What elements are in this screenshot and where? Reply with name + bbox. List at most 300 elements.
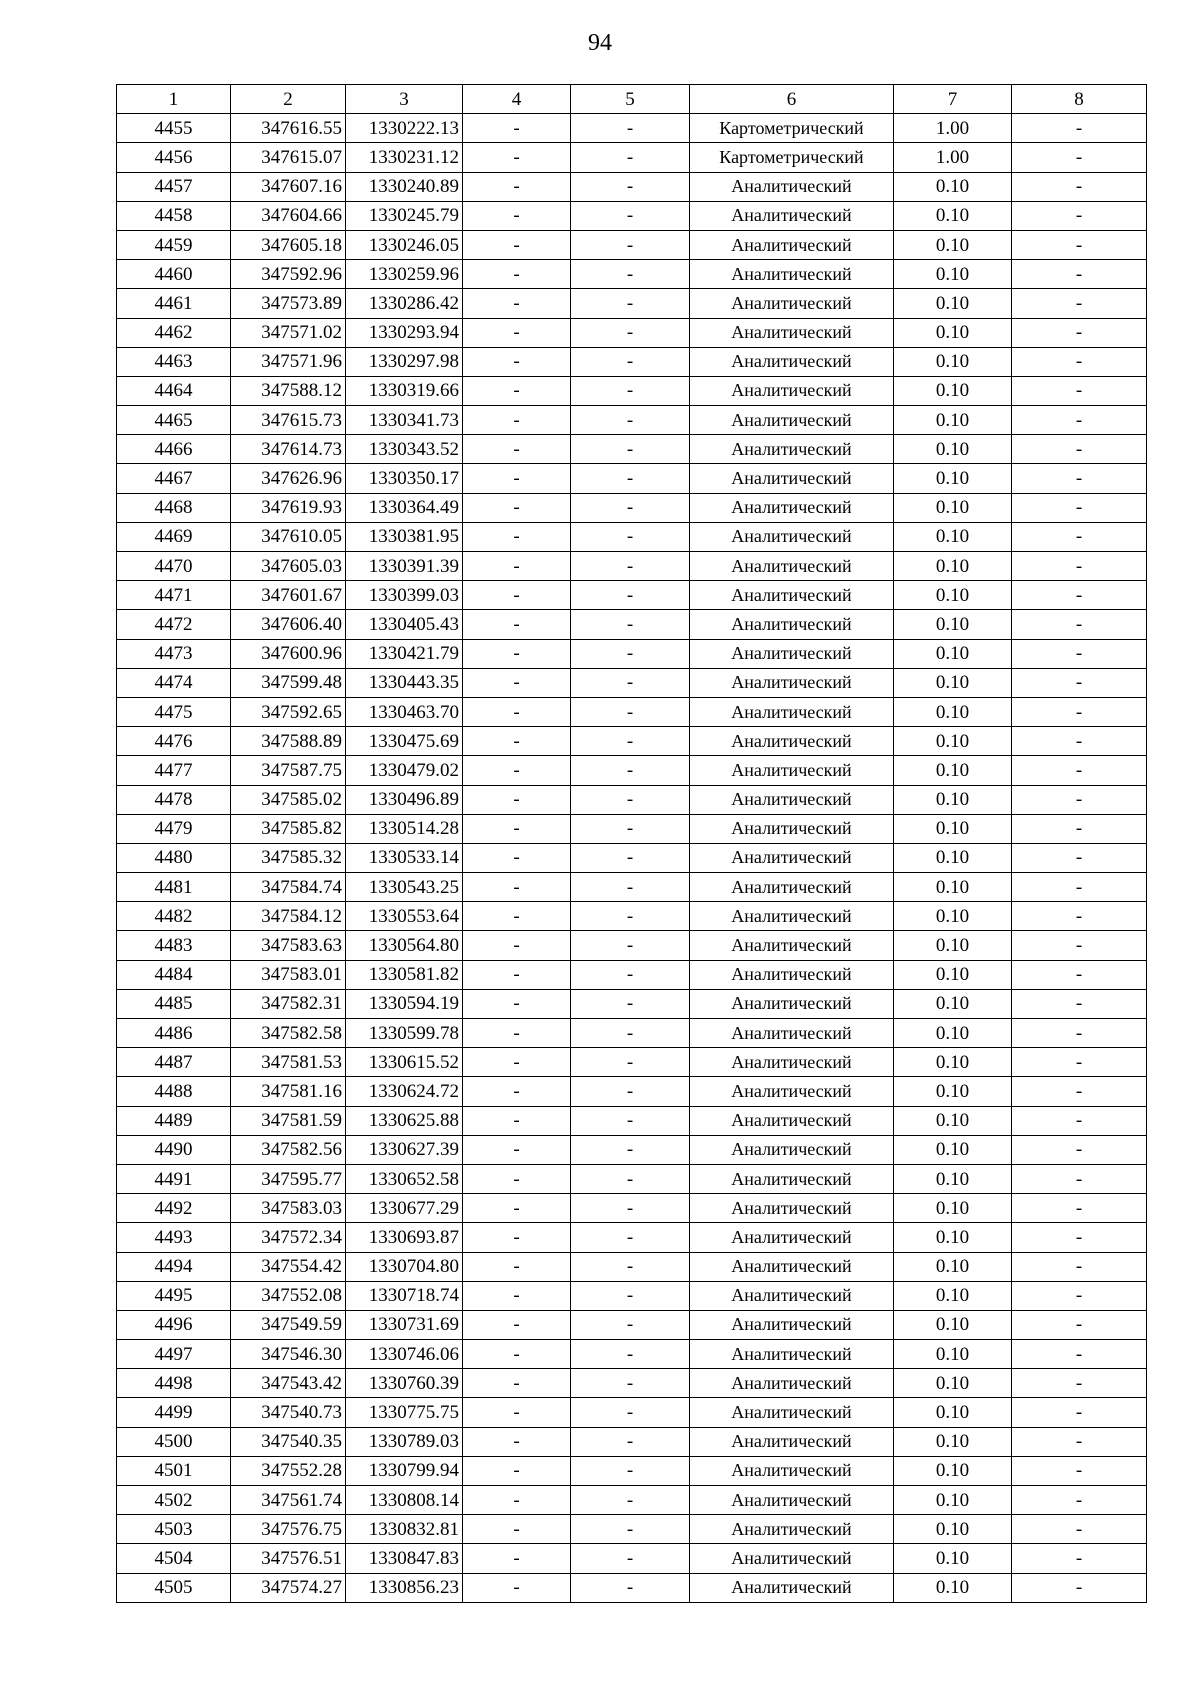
- column-5-cell: -: [571, 814, 690, 843]
- table-row: [117, 843, 1147, 872]
- point-number-cell: 4505: [117, 1573, 231, 1602]
- accuracy-cell: 0.10: [894, 1164, 1012, 1193]
- accuracy-cell: 0.10: [894, 260, 1012, 289]
- accuracy-cell: 0.10: [894, 289, 1012, 318]
- y-coordinate-cell: 1330297.98: [346, 347, 463, 376]
- y-coordinate-cell: 1330615.52: [346, 1048, 463, 1077]
- column-8-cell: -: [1012, 1340, 1147, 1369]
- column-8-cell: -: [1012, 1369, 1147, 1398]
- x-coordinate-cell: 347600.96: [231, 639, 346, 668]
- accuracy-cell: 0.10: [894, 1544, 1012, 1573]
- method-cell: Аналитический: [690, 1019, 894, 1048]
- y-coordinate-cell: 1330594.19: [346, 989, 463, 1018]
- point-number-cell: 4503: [117, 1515, 231, 1544]
- y-coordinate-cell: 1330341.73: [346, 406, 463, 435]
- table-row: [117, 552, 1147, 581]
- point-number-cell: 4495: [117, 1281, 231, 1310]
- column-5-cell: -: [571, 785, 690, 814]
- accuracy-cell: 0.10: [894, 201, 1012, 230]
- method-cell: Аналитический: [690, 260, 894, 289]
- column-4-cell: -: [463, 1194, 571, 1223]
- table-row: [117, 697, 1147, 726]
- column-8-cell: -: [1012, 1310, 1147, 1339]
- accuracy-cell: 0.10: [894, 435, 1012, 464]
- column-header: 1: [117, 85, 231, 114]
- x-coordinate-cell: 347599.48: [231, 668, 346, 697]
- table-row: [117, 230, 1147, 259]
- accuracy-cell: 0.10: [894, 172, 1012, 201]
- x-coordinate-cell: 347605.18: [231, 230, 346, 259]
- column-5-cell: -: [571, 639, 690, 668]
- column-4-cell: -: [463, 1369, 571, 1398]
- method-cell: Аналитический: [690, 989, 894, 1018]
- column-8-cell: -: [1012, 552, 1147, 581]
- table-row: [117, 931, 1147, 960]
- column-8-cell: -: [1012, 347, 1147, 376]
- point-number-cell: 4478: [117, 785, 231, 814]
- column-4-cell: -: [463, 522, 571, 551]
- y-coordinate-cell: 1330847.83: [346, 1544, 463, 1573]
- column-5-cell: -: [571, 989, 690, 1018]
- point-number-cell: 4470: [117, 552, 231, 581]
- column-8-cell: -: [1012, 1486, 1147, 1515]
- column-8-cell: -: [1012, 114, 1147, 143]
- x-coordinate-cell: 347582.31: [231, 989, 346, 1018]
- x-coordinate-cell: 347552.08: [231, 1281, 346, 1310]
- table-row: [117, 1369, 1147, 1398]
- column-5-cell: -: [571, 697, 690, 726]
- column-8-cell: -: [1012, 318, 1147, 347]
- y-coordinate-cell: 1330718.74: [346, 1281, 463, 1310]
- accuracy-cell: 0.10: [894, 376, 1012, 405]
- method-cell: Аналитический: [690, 756, 894, 785]
- accuracy-cell: 0.10: [894, 873, 1012, 902]
- x-coordinate-cell: 347592.96: [231, 260, 346, 289]
- column-4-cell: -: [463, 1135, 571, 1164]
- x-coordinate-cell: 347601.67: [231, 581, 346, 610]
- table-row: [117, 464, 1147, 493]
- accuracy-cell: 0.10: [894, 785, 1012, 814]
- page-number: 94: [588, 30, 612, 56]
- column-8-cell: -: [1012, 814, 1147, 843]
- column-5-cell: -: [571, 1310, 690, 1339]
- column-4-cell: -: [463, 785, 571, 814]
- column-5-cell: -: [571, 668, 690, 697]
- column-8-cell: -: [1012, 931, 1147, 960]
- point-number-cell: 4474: [117, 668, 231, 697]
- column-header: 2: [231, 85, 346, 114]
- column-4-cell: -: [463, 1398, 571, 1427]
- accuracy-cell: 0.10: [894, 960, 1012, 989]
- column-4-cell: -: [463, 1252, 571, 1281]
- column-4-cell: -: [463, 843, 571, 872]
- accuracy-cell: 0.10: [894, 406, 1012, 435]
- x-coordinate-cell: 347595.77: [231, 1164, 346, 1193]
- y-coordinate-cell: 1330652.58: [346, 1164, 463, 1193]
- y-coordinate-cell: 1330286.42: [346, 289, 463, 318]
- x-coordinate-cell: 347571.96: [231, 347, 346, 376]
- table-row: [117, 435, 1147, 464]
- y-coordinate-cell: 1330259.96: [346, 260, 463, 289]
- accuracy-cell: 0.10: [894, 1048, 1012, 1077]
- point-number-cell: 4475: [117, 697, 231, 726]
- table-row: [117, 172, 1147, 201]
- column-5-cell: -: [571, 464, 690, 493]
- point-number-cell: 4496: [117, 1310, 231, 1339]
- method-cell: Аналитический: [690, 201, 894, 230]
- point-number-cell: 4464: [117, 376, 231, 405]
- table-row: [117, 318, 1147, 347]
- column-4-cell: -: [463, 376, 571, 405]
- column-4-cell: -: [463, 493, 571, 522]
- point-number-cell: 4486: [117, 1019, 231, 1048]
- x-coordinate-cell: 347540.73: [231, 1398, 346, 1427]
- accuracy-cell: 0.10: [894, 1019, 1012, 1048]
- table-header-row: [117, 85, 1147, 114]
- accuracy-cell: 0.10: [894, 522, 1012, 551]
- column-4-cell: -: [463, 1310, 571, 1339]
- point-number-cell: 4468: [117, 493, 231, 522]
- column-5-cell: -: [571, 114, 690, 143]
- x-coordinate-cell: 347588.89: [231, 727, 346, 756]
- table-row: [117, 727, 1147, 756]
- method-cell: Аналитический: [690, 1486, 894, 1515]
- column-4-cell: -: [463, 668, 571, 697]
- method-cell: Аналитический: [690, 668, 894, 697]
- accuracy-cell: 0.10: [894, 668, 1012, 697]
- table-row: [117, 1194, 1147, 1223]
- column-5-cell: -: [571, 230, 690, 259]
- column-8-cell: -: [1012, 902, 1147, 931]
- column-5-cell: -: [571, 1281, 690, 1310]
- point-number-cell: 4491: [117, 1164, 231, 1193]
- table-row: [117, 1310, 1147, 1339]
- method-cell: Аналитический: [690, 1223, 894, 1252]
- y-coordinate-cell: 1330222.13: [346, 114, 463, 143]
- table-row: [117, 289, 1147, 318]
- point-number-cell: 4476: [117, 727, 231, 756]
- accuracy-cell: 0.10: [894, 1398, 1012, 1427]
- point-number-cell: 4479: [117, 814, 231, 843]
- y-coordinate-cell: 1330479.02: [346, 756, 463, 785]
- x-coordinate-cell: 347574.27: [231, 1573, 346, 1602]
- x-coordinate-cell: 347592.65: [231, 697, 346, 726]
- accuracy-cell: 0.10: [894, 1427, 1012, 1456]
- column-5-cell: -: [571, 1223, 690, 1252]
- column-8-cell: -: [1012, 1456, 1147, 1485]
- y-coordinate-cell: 1330350.17: [346, 464, 463, 493]
- column-5-cell: -: [571, 1106, 690, 1135]
- y-coordinate-cell: 1330475.69: [346, 727, 463, 756]
- y-coordinate-cell: 1330496.89: [346, 785, 463, 814]
- point-number-cell: 4502: [117, 1486, 231, 1515]
- method-cell: Аналитический: [690, 552, 894, 581]
- method-cell: Аналитический: [690, 1077, 894, 1106]
- column-4-cell: -: [463, 143, 571, 172]
- column-8-cell: -: [1012, 230, 1147, 259]
- column-8-cell: -: [1012, 1252, 1147, 1281]
- table-row: [117, 1048, 1147, 1077]
- column-5-cell: -: [571, 143, 690, 172]
- method-cell: Аналитический: [690, 435, 894, 464]
- accuracy-cell: 0.10: [894, 756, 1012, 785]
- column-5-cell: -: [571, 1194, 690, 1223]
- point-number-cell: 4483: [117, 931, 231, 960]
- y-coordinate-cell: 1330856.23: [346, 1573, 463, 1602]
- accuracy-cell: 0.10: [894, 843, 1012, 872]
- column-8-cell: -: [1012, 1194, 1147, 1223]
- table-row: [117, 1515, 1147, 1544]
- x-coordinate-cell: 347543.42: [231, 1369, 346, 1398]
- y-coordinate-cell: 1330245.79: [346, 201, 463, 230]
- column-8-cell: -: [1012, 989, 1147, 1018]
- column-4-cell: -: [463, 347, 571, 376]
- column-header: 7: [894, 85, 1012, 114]
- table-row: [117, 610, 1147, 639]
- column-8-cell: -: [1012, 756, 1147, 785]
- x-coordinate-cell: 347604.66: [231, 201, 346, 230]
- point-number-cell: 4504: [117, 1544, 231, 1573]
- accuracy-cell: 0.10: [894, 1573, 1012, 1602]
- column-5-cell: -: [571, 1515, 690, 1544]
- column-header: 4: [463, 85, 571, 114]
- column-4-cell: -: [463, 1456, 571, 1485]
- accuracy-cell: 0.10: [894, 1369, 1012, 1398]
- point-number-cell: 4460: [117, 260, 231, 289]
- table-row: [117, 814, 1147, 843]
- accuracy-cell: 0.10: [894, 610, 1012, 639]
- y-coordinate-cell: 1330808.14: [346, 1486, 463, 1515]
- x-coordinate-cell: 347585.32: [231, 843, 346, 872]
- column-8-cell: -: [1012, 843, 1147, 872]
- column-4-cell: -: [463, 172, 571, 201]
- x-coordinate-cell: 347616.55: [231, 114, 346, 143]
- point-number-cell: 4498: [117, 1369, 231, 1398]
- method-cell: Аналитический: [690, 639, 894, 668]
- point-number-cell: 4480: [117, 843, 231, 872]
- x-coordinate-cell: 347571.02: [231, 318, 346, 347]
- accuracy-cell: 0.10: [894, 989, 1012, 1018]
- y-coordinate-cell: 1330599.78: [346, 1019, 463, 1048]
- column-5-cell: -: [571, 1164, 690, 1193]
- column-4-cell: -: [463, 697, 571, 726]
- column-4-cell: -: [463, 230, 571, 259]
- column-4-cell: -: [463, 1106, 571, 1135]
- point-number-cell: 4501: [117, 1456, 231, 1485]
- method-cell: Аналитический: [690, 347, 894, 376]
- method-cell: Аналитический: [690, 1194, 894, 1223]
- method-cell: Аналитический: [690, 1515, 894, 1544]
- point-number-cell: 4456: [117, 143, 231, 172]
- table-row: [117, 902, 1147, 931]
- method-cell: Аналитический: [690, 581, 894, 610]
- column-8-cell: -: [1012, 522, 1147, 551]
- table-row: [117, 1019, 1147, 1048]
- y-coordinate-cell: 1330381.95: [346, 522, 463, 551]
- point-number-cell: 4471: [117, 581, 231, 610]
- y-coordinate-cell: 1330391.39: [346, 552, 463, 581]
- table-row: [117, 201, 1147, 230]
- point-number-cell: 4458: [117, 201, 231, 230]
- table-row: [117, 114, 1147, 143]
- y-coordinate-cell: 1330799.94: [346, 1456, 463, 1485]
- y-coordinate-cell: 1330399.03: [346, 581, 463, 610]
- method-cell: Картометрический: [690, 114, 894, 143]
- column-8-cell: -: [1012, 1077, 1147, 1106]
- column-5-cell: -: [571, 347, 690, 376]
- y-coordinate-cell: 1330625.88: [346, 1106, 463, 1135]
- accuracy-cell: 0.10: [894, 814, 1012, 843]
- column-4-cell: -: [463, 318, 571, 347]
- method-cell: Аналитический: [690, 814, 894, 843]
- method-cell: Аналитический: [690, 1369, 894, 1398]
- table-row: [117, 1135, 1147, 1164]
- column-5-cell: -: [571, 1544, 690, 1573]
- column-8-cell: -: [1012, 639, 1147, 668]
- x-coordinate-cell: 347572.34: [231, 1223, 346, 1252]
- column-8-cell: -: [1012, 435, 1147, 464]
- method-cell: Аналитический: [690, 1573, 894, 1602]
- column-5-cell: -: [571, 756, 690, 785]
- point-number-cell: 4484: [117, 960, 231, 989]
- method-cell: Аналитический: [690, 1456, 894, 1485]
- method-cell: Аналитический: [690, 1427, 894, 1456]
- y-coordinate-cell: 1330693.87: [346, 1223, 463, 1252]
- column-5-cell: -: [571, 493, 690, 522]
- method-cell: Аналитический: [690, 960, 894, 989]
- table-row: [117, 873, 1147, 902]
- table-row: [117, 989, 1147, 1018]
- x-coordinate-cell: 347588.12: [231, 376, 346, 405]
- table-row: [117, 1106, 1147, 1135]
- accuracy-cell: 0.10: [894, 1456, 1012, 1485]
- x-coordinate-cell: 347549.59: [231, 1310, 346, 1339]
- column-5-cell: -: [571, 1456, 690, 1485]
- column-8-cell: -: [1012, 1164, 1147, 1193]
- column-8-cell: -: [1012, 1515, 1147, 1544]
- column-8-cell: -: [1012, 668, 1147, 697]
- column-5-cell: -: [571, 1252, 690, 1281]
- column-4-cell: -: [463, 639, 571, 668]
- accuracy-cell: 0.10: [894, 1252, 1012, 1281]
- x-coordinate-cell: 347573.89: [231, 289, 346, 318]
- y-coordinate-cell: 1330293.94: [346, 318, 463, 347]
- column-4-cell: -: [463, 931, 571, 960]
- y-coordinate-cell: 1330421.79: [346, 639, 463, 668]
- method-cell: Аналитический: [690, 1340, 894, 1369]
- point-number-cell: 4488: [117, 1077, 231, 1106]
- accuracy-cell: 0.10: [894, 1194, 1012, 1223]
- table-row: [117, 581, 1147, 610]
- table-row: [117, 668, 1147, 697]
- table-row: [117, 785, 1147, 814]
- column-5-cell: -: [571, 1077, 690, 1106]
- accuracy-cell: 0.10: [894, 230, 1012, 259]
- point-number-cell: 4482: [117, 902, 231, 931]
- column-5-cell: -: [571, 318, 690, 347]
- method-cell: Аналитический: [690, 522, 894, 551]
- y-coordinate-cell: 1330343.52: [346, 435, 463, 464]
- x-coordinate-cell: 347552.28: [231, 1456, 346, 1485]
- column-5-cell: -: [571, 201, 690, 230]
- table-row: [117, 522, 1147, 551]
- y-coordinate-cell: 1330553.64: [346, 902, 463, 931]
- point-number-cell: 4461: [117, 289, 231, 318]
- table-row: [117, 406, 1147, 435]
- x-coordinate-cell: 347614.73: [231, 435, 346, 464]
- x-coordinate-cell: 347615.07: [231, 143, 346, 172]
- y-coordinate-cell: 1330405.43: [346, 610, 463, 639]
- column-4-cell: -: [463, 1515, 571, 1544]
- x-coordinate-cell: 347561.74: [231, 1486, 346, 1515]
- method-cell: Аналитический: [690, 1310, 894, 1339]
- table-row: [117, 1281, 1147, 1310]
- x-coordinate-cell: 347619.93: [231, 493, 346, 522]
- accuracy-cell: 0.10: [894, 1135, 1012, 1164]
- column-8-cell: -: [1012, 289, 1147, 318]
- x-coordinate-cell: 347546.30: [231, 1340, 346, 1369]
- accuracy-cell: 0.10: [894, 1281, 1012, 1310]
- y-coordinate-cell: 1330533.14: [346, 843, 463, 872]
- point-number-cell: 4493: [117, 1223, 231, 1252]
- column-8-cell: -: [1012, 464, 1147, 493]
- x-coordinate-cell: 347607.16: [231, 172, 346, 201]
- column-8-cell: -: [1012, 1398, 1147, 1427]
- x-coordinate-cell: 347581.16: [231, 1077, 346, 1106]
- point-number-cell: 4462: [117, 318, 231, 347]
- x-coordinate-cell: 347583.63: [231, 931, 346, 960]
- point-number-cell: 4459: [117, 230, 231, 259]
- column-header: 6: [690, 85, 894, 114]
- column-5-cell: -: [571, 552, 690, 581]
- accuracy-cell: 0.10: [894, 552, 1012, 581]
- column-header: 3: [346, 85, 463, 114]
- table-row: [117, 960, 1147, 989]
- y-coordinate-cell: 1330704.80: [346, 1252, 463, 1281]
- table-row: [117, 1427, 1147, 1456]
- point-number-cell: 4466: [117, 435, 231, 464]
- column-5-cell: -: [571, 522, 690, 551]
- column-8-cell: -: [1012, 1544, 1147, 1573]
- table-row: [117, 1544, 1147, 1573]
- column-4-cell: -: [463, 581, 571, 610]
- y-coordinate-cell: 1330760.39: [346, 1369, 463, 1398]
- method-cell: Аналитический: [690, 1135, 894, 1164]
- y-coordinate-cell: 1330246.05: [346, 230, 463, 259]
- table-row: [117, 756, 1147, 785]
- table-row: [117, 639, 1147, 668]
- column-4-cell: -: [463, 610, 571, 639]
- column-8-cell: -: [1012, 493, 1147, 522]
- column-5-cell: -: [571, 260, 690, 289]
- y-coordinate-cell: 1330319.66: [346, 376, 463, 405]
- column-5-cell: -: [571, 581, 690, 610]
- column-4-cell: -: [463, 727, 571, 756]
- table-row: [117, 1164, 1147, 1193]
- column-5-cell: -: [571, 289, 690, 318]
- column-5-cell: -: [571, 1573, 690, 1602]
- column-4-cell: -: [463, 1544, 571, 1573]
- accuracy-cell: 0.10: [894, 1077, 1012, 1106]
- column-5-cell: -: [571, 1398, 690, 1427]
- column-5-cell: -: [571, 1427, 690, 1456]
- x-coordinate-cell: 347582.56: [231, 1135, 346, 1164]
- table-body: [117, 114, 1147, 1603]
- column-8-cell: -: [1012, 1281, 1147, 1310]
- accuracy-cell: 0.10: [894, 1223, 1012, 1252]
- coordinates-table: [116, 84, 1147, 1603]
- column-4-cell: -: [463, 1340, 571, 1369]
